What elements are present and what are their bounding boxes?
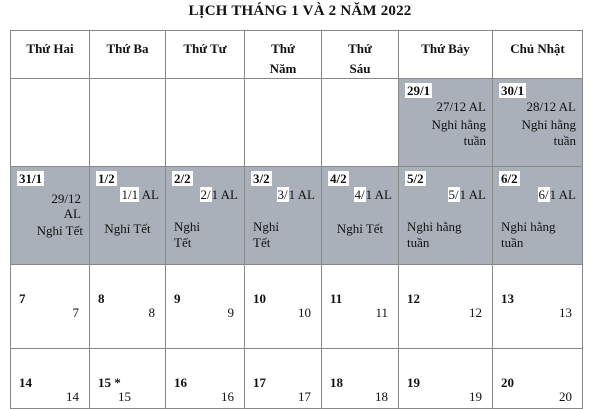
lunar-date [354,187,393,202]
lunar-date-part: 1 AL [549,187,576,202]
holiday-note: Nghỉ Tết [253,219,279,250]
solar-date: 11 [330,291,343,306]
day-cell-feb-16[interactable] [166,349,245,409]
day-cell-feb-13[interactable] [493,265,583,349]
lunar-date: 13 [559,305,572,320]
solar-date: 16 [174,375,187,390]
lunar-date-part: 4/ [354,187,365,202]
day-cell-empty [245,79,322,167]
weekday-header-tue: Thứ Ba [90,31,166,79]
lunar-date: 10 [298,305,311,320]
lunar-date [51,191,81,221]
day-cell-jan-29[interactable] [399,79,493,167]
solar-date: 9 [174,291,181,306]
weekday-header-fri-text: Thứ Sáu [348,41,372,76]
solar-date: 10 [253,291,266,306]
solar-date: 14 [19,375,32,390]
weekday-header-sat: Thứ Bảy [399,31,493,79]
solar-date: 19 [407,375,420,390]
lunar-date [538,187,577,202]
day-cell-feb-4[interactable] [322,167,399,265]
lunar-date: 18 [375,389,388,404]
day-cell-feb-20[interactable] [493,349,583,409]
day-cell-empty [166,79,245,167]
day-cell-feb-10[interactable] [245,265,322,349]
lunar-date [277,187,316,202]
holiday-note: Nghỉ hằng tuần [521,117,576,148]
solar-date: 20 [501,375,514,390]
solar-date: 13 [501,291,514,306]
day-cell-feb-8[interactable] [90,265,166,349]
solar-date: 4/2 [330,171,347,186]
weekday-header-fri [322,31,399,79]
lunar-date: 19 [469,389,482,404]
lunar-date-part: 1 AL [211,187,238,202]
day-cell-jan-31[interactable] [11,167,90,265]
solar-date: 18 [330,375,343,390]
day-cell-feb-7[interactable] [11,265,90,349]
lunar-date-part: 1/1 [121,187,139,202]
holiday-note: Nghỉ Tết [104,221,151,236]
holiday-note: Nghỉ Tết [36,223,83,238]
day-cell-feb-1[interactable] [90,167,166,265]
lunar-date-part: 2/ [200,187,211,202]
lunar-date-part: 1 AL [459,187,486,202]
lunar-date-part: 1 AL [288,187,315,202]
lunar-date: 28/12 AL [526,99,576,114]
lunar-date-part: 1 AL [365,187,392,202]
lunar-date: 16 [221,389,234,404]
lunar-date [200,187,239,202]
lunar-date-part: 29/12 [51,191,81,206]
lunar-date: 17 [298,389,311,404]
weekday-header-thu-text: Thứ Năm [269,41,297,76]
day-cell-empty [322,79,399,167]
lunar-date: 15 [118,389,131,404]
lunar-date-part: AL [63,206,81,221]
day-cell-empty [11,79,90,167]
day-cell-feb-6[interactable] [493,167,583,265]
day-cell-feb-11[interactable] [322,265,399,349]
solar-date: 6/2 [501,171,518,186]
solar-date: 5/2 [407,171,424,186]
lunar-date [120,187,159,202]
solar-date: 8 [98,291,105,306]
lunar-date-part: 5/ [448,187,459,202]
day-cell-jan-30[interactable] [493,79,583,167]
weekday-header-sun: Chủ Nhật [493,31,583,79]
solar-date: 17 [253,375,266,390]
day-cell-feb-9[interactable] [166,265,245,349]
day-cell-feb-2[interactable] [166,167,245,265]
weekday-header-thu [245,31,322,79]
lunar-date: 11 [375,305,388,320]
lunar-date: 12 [469,305,482,320]
solar-date: 12 [407,291,420,306]
lunar-date: 27/12 AL [436,99,486,114]
solar-date: 30/1 [501,83,525,98]
calendar-grid [10,30,583,409]
day-cell-feb-3[interactable] [245,167,322,265]
solar-date: 1/2 [98,171,115,186]
calendar-title: LỊCH THÁNG 1 VÀ 2 NĂM 2022 [188,3,412,19]
lunar-date: 7 [72,305,79,320]
lunar-date: 9 [227,305,234,320]
lunar-date-part: AL [141,187,159,202]
holiday-note: Nghỉ hằng tuần [407,219,462,250]
holiday-note: Nghỉ Tết [174,219,200,250]
lunar-date [448,187,487,202]
day-cell-feb-12[interactable] [399,265,493,349]
solar-date: 31/1 [19,171,43,186]
day-cell-feb-17[interactable] [245,349,322,409]
lunar-date: 14 [66,389,79,404]
weekday-header-wed: Thứ Tư [166,31,245,79]
holiday-note: Nghỉ Tết [336,221,384,236]
lunar-date: 20 [559,389,572,404]
day-cell-feb-15[interactable] [90,349,166,409]
solar-date: 15 * [98,375,121,390]
day-cell-feb-5[interactable] [399,167,493,265]
day-cell-feb-18[interactable] [322,349,399,409]
weekday-header-mon: Thứ Hai [11,31,90,79]
solar-date: 7 [19,291,26,306]
day-cell-feb-19[interactable] [399,349,493,409]
holiday-note: Nghỉ hằng tuần [501,219,556,250]
solar-date: 29/1 [407,83,431,98]
lunar-date: 8 [148,305,155,320]
day-cell-feb-14[interactable] [11,349,90,409]
holiday-note: Nghỉ hằng tuần [431,117,486,148]
lunar-date-part: 3/ [277,187,288,202]
day-cell-empty [90,79,166,167]
solar-date: 2/2 [174,171,191,186]
solar-date: 3/2 [253,171,270,186]
lunar-date-part: 6/ [538,187,549,202]
